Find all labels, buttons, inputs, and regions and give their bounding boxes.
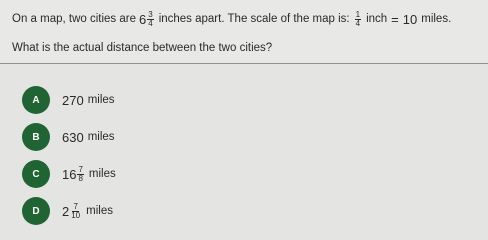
- answer-choices: [0, 63, 488, 237]
- choice-c-whole: 16: [62, 166, 77, 182]
- choice-a-letter-badge[interactable]: A: [22, 86, 50, 114]
- scale-unit: inch: [366, 13, 388, 25]
- choice-d-whole: 2: [62, 203, 70, 219]
- equals-sign: =: [391, 11, 399, 27]
- scale-unit-miles: miles.: [421, 13, 452, 25]
- choice-b-value: 630: [62, 129, 84, 145]
- fraction-denominator: 4: [148, 18, 153, 28]
- choice-c-numerator: 7: [78, 164, 83, 174]
- choice-b[interactable]: [0, 123, 300, 153]
- choice-c[interactable]: [0, 160, 300, 190]
- choice-d-letter-badge[interactable]: D: [22, 197, 50, 225]
- choice-d-numerator: 7: [73, 201, 78, 211]
- mixed-number-fraction: [147, 11, 153, 28]
- choice-a-unit: miles: [87, 94, 115, 106]
- scale-numerator: 1: [355, 9, 361, 19]
- question-panel: [0, 0, 488, 64]
- choice-b-unit: miles: [87, 131, 115, 143]
- question-prompt: What is the actual distance between the two cities?: [12, 42, 273, 54]
- choice-b-text[interactable]: [62, 123, 115, 151]
- question-text-before: On a map, two cities are: [12, 13, 136, 25]
- choice-c-text[interactable]: [62, 160, 116, 188]
- scale-denominator: 4: [355, 18, 361, 28]
- mixed-number-whole: 6: [139, 11, 147, 27]
- choice-c-letter-badge[interactable]: C: [22, 160, 50, 188]
- choice-c-denominator: 8: [78, 173, 83, 183]
- question-text-middle: inches apart. The scale of the map is:: [158, 13, 350, 25]
- scale-value: 10: [402, 11, 418, 27]
- choice-d-denominator: 10: [71, 210, 81, 220]
- fraction-numerator: 3: [148, 9, 153, 19]
- choice-a-text[interactable]: [62, 86, 115, 114]
- choice-c-fraction: [77, 166, 83, 183]
- choice-d[interactable]: [0, 197, 300, 227]
- choice-a[interactable]: [0, 86, 300, 116]
- question-text: [12, 6, 451, 32]
- choice-d-fraction: [70, 203, 81, 220]
- choice-a-value: 270: [62, 92, 84, 108]
- choice-d-unit: miles: [86, 205, 113, 217]
- choice-b-letter-badge[interactable]: B: [22, 123, 50, 151]
- scale-fraction: [355, 11, 361, 28]
- choice-c-unit: miles: [88, 168, 116, 180]
- choice-d-text[interactable]: [62, 197, 113, 225]
